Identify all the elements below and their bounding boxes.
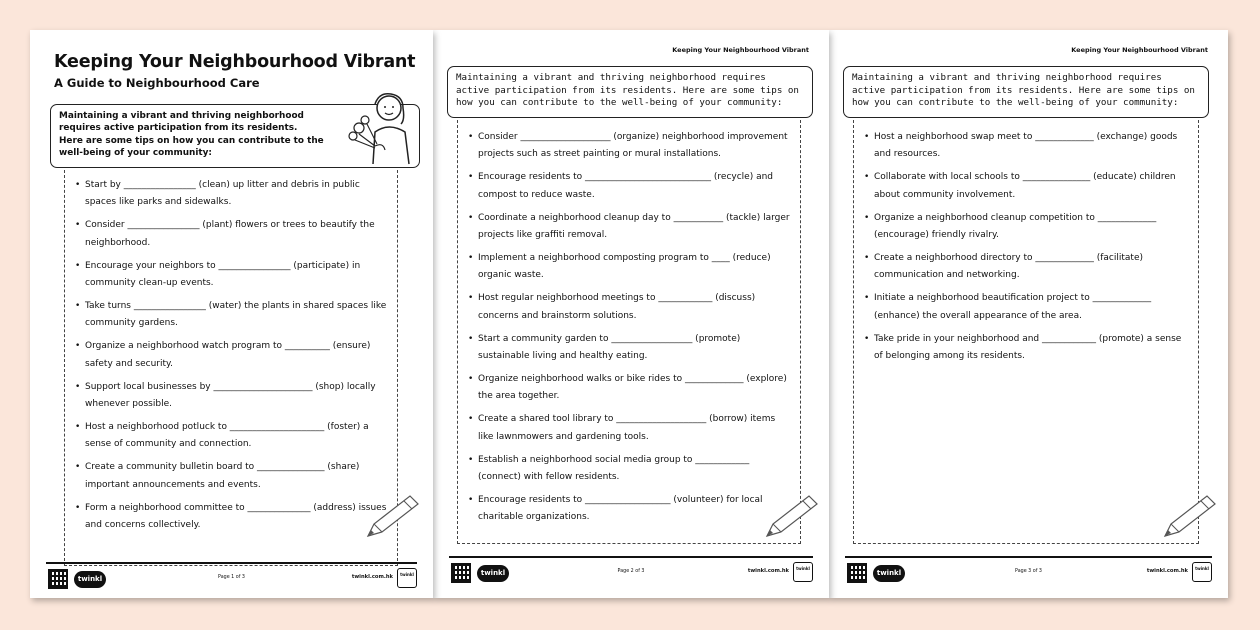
list-item: • Organize a neighborhood watch program to __________ (ensure) safety and security. bbox=[71, 338, 389, 373]
pencil-icon bbox=[763, 492, 819, 540]
site-url: twinkl.com.hk bbox=[351, 574, 393, 580]
list-item: • Consider ____________________ (organize) neighborhood improvement projects such as street painting or mural installations. bbox=[464, 129, 792, 164]
footer-divider bbox=[449, 556, 813, 558]
tips-list-box bbox=[853, 120, 1199, 544]
worksheet-page-2 bbox=[433, 30, 829, 598]
page-footer bbox=[845, 559, 1212, 587]
page-footer bbox=[449, 559, 813, 587]
page-subtitle: A Guide to Neighbourhood Care bbox=[54, 76, 260, 90]
badge-icon: twinkl bbox=[1192, 562, 1212, 582]
tips-list bbox=[854, 120, 1198, 371]
site-url: twinkl.com.hk bbox=[747, 568, 789, 574]
list-item: • Consider ________________ (plant) flowers or trees to beautify the neighborhood. bbox=[71, 217, 389, 252]
twinkl-logo: twinkl bbox=[873, 565, 905, 582]
girl-with-flowers-illustration bbox=[345, 90, 419, 166]
list-item: • Form a neighborhood committee to ______________ (address) issues and concerns collectively. bbox=[71, 500, 389, 535]
page-number: Page 1 of 3 bbox=[218, 575, 245, 580]
footer-divider bbox=[46, 562, 417, 564]
twinkl-logo: twinkl bbox=[477, 565, 509, 582]
list-item: • Implement a neighborhood composting program to ____ (reduce) organic waste. bbox=[464, 250, 792, 285]
intro-text: Maintaining a vibrant and thriving neighborhood requires active participation from its residents. Here are some tips on how you can contribute to the well-being of your community: bbox=[456, 72, 799, 109]
list-item: • Encourage residents to ___________________ (volunteer) for local charitable organizations. bbox=[464, 492, 792, 527]
list-item: • Encourage your neighbors to ________________ (participate) in community clean-up events. bbox=[71, 258, 389, 293]
list-item: • Start by ________________ (clean) up litter and debris in public spaces like parks and sidewalks. bbox=[71, 177, 389, 212]
pencil-icon bbox=[364, 492, 420, 540]
tips-list bbox=[65, 170, 397, 540]
intro-text: Maintaining a vibrant and thriving neighborhood requires active participation from its residents. Here are some tips on how you can contribute to the well-being of your community: bbox=[852, 72, 1195, 109]
footer-divider bbox=[845, 556, 1212, 558]
page-title: Keeping Your Neighbourhood Vibrant bbox=[54, 52, 416, 72]
list-item: • Host a neighborhood potluck to _____________________ (foster) a sense of community and connection. bbox=[71, 419, 389, 454]
worksheet-page-1 bbox=[30, 30, 433, 598]
list-item: • Host a neighborhood swap meet to _____________ (exchange) goods and resources. bbox=[860, 129, 1190, 164]
intro-text: Maintaining a vibrant and thriving neighborhood requires active participation from its residents. Here are some tips on how you can contribute to the well-being of your community: bbox=[59, 111, 324, 158]
list-item: • Support local businesses by ______________________ (shop) locally whenever possible. bbox=[71, 379, 389, 414]
intro-box bbox=[843, 66, 1209, 118]
list-item: • Take pride in your neighborhood and ____________ (promote) a sense of belonging among its residents. bbox=[860, 331, 1190, 366]
list-item: • Initiate a neighborhood beautification project to _____________ (enhance) the overall appearance of the area. bbox=[860, 290, 1190, 325]
list-item: • Coordinate a neighborhood cleanup day to ___________ (tackle) larger projects like graffiti removal. bbox=[464, 210, 792, 245]
list-item: • Host regular neighborhood meetings to ____________ (discuss) concerns and brainstorm solutions. bbox=[464, 290, 792, 325]
tips-list bbox=[458, 120, 800, 532]
qr-code-icon bbox=[451, 563, 471, 583]
page-number: Page 2 of 3 bbox=[617, 569, 645, 574]
badge-icon: twinkl bbox=[793, 562, 813, 582]
list-item: • Start a community garden to __________________ (promote) sustainable living and healthy eating. bbox=[464, 331, 792, 366]
worksheet-page-3 bbox=[829, 30, 1228, 598]
site-url: twinkl.com.hk bbox=[1146, 568, 1188, 574]
list-item: • Create a shared tool library to ____________________ (borrow) items like lawnmowers and gardening tools. bbox=[464, 411, 792, 446]
twinkl-logo: twinkl bbox=[74, 571, 106, 588]
tips-list-box bbox=[64, 170, 398, 566]
badge-icon: twinkl bbox=[397, 568, 417, 588]
pencil-icon bbox=[1161, 492, 1217, 540]
running-title: Keeping Your Neighbourhood Vibrant bbox=[672, 46, 809, 54]
intro-box bbox=[447, 66, 813, 118]
qr-code-icon bbox=[847, 563, 867, 583]
running-title: Keeping Your Neighbourhood Vibrant bbox=[1071, 46, 1208, 54]
list-item: • Create a neighborhood directory to _____________ (facilitate) communication and networking. bbox=[860, 250, 1190, 285]
list-item: • Organize a neighborhood cleanup competition to _____________ (encourage) friendly rivalry. bbox=[860, 210, 1190, 245]
list-item: • Collaborate with local schools to _______________ (educate) children about community involvement. bbox=[860, 169, 1190, 204]
list-item: • Organize neighborhood walks or bike rides to _____________ (explore) the area together. bbox=[464, 371, 792, 406]
list-item: • Take turns ________________ (water) the plants in shared spaces like community gardens. bbox=[71, 298, 389, 333]
page-footer bbox=[46, 565, 417, 593]
list-item: • Establish a neighborhood social media group to ____________ (connect) with fellow residents. bbox=[464, 452, 792, 487]
list-item: • Create a community bulletin board to _______________ (share) important announcements and events. bbox=[71, 459, 389, 494]
list-item: • Encourage residents to ____________________________ (recycle) and compost to reduce waste. bbox=[464, 169, 792, 204]
tips-list-box bbox=[457, 120, 801, 544]
qr-code-icon bbox=[48, 569, 68, 589]
page-number: Page 3 of 3 bbox=[1015, 569, 1042, 574]
